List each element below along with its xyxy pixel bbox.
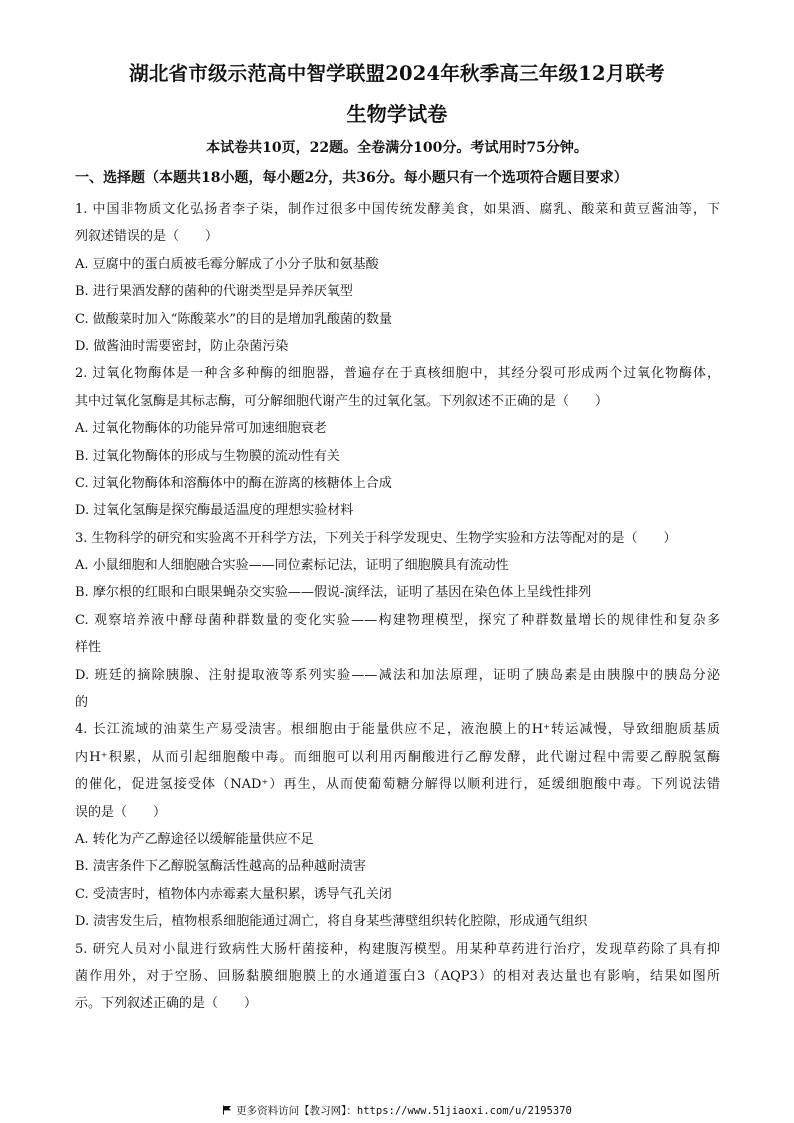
text-line: D. 做酱油时需要密封，防止杂菌污染 xyxy=(75,338,289,354)
text-line: B. 摩尔根的红眼和白眼果蝇杂交实验——假说-演绎法，证明了基因在染色体上呈线性排列 xyxy=(75,585,592,601)
text-line: 其中过氧化氢酶是其标志酶，可分解细胞代谢产生的过氧化氢。下列叙述不正确的是（ ） xyxy=(75,393,609,409)
text-line: 3. 生物科学的研究和实验离不开科学方法，下列关于科学发现史、生物学实验和方法等配对的是（ ） xyxy=(75,530,677,546)
text-line: 5. 研究人员对小鼠进行致病性大肠杆菌接种，构建腹泻模型。用某种草药进行治疗，发现草药除了具有抑 xyxy=(75,941,720,957)
text-line: 内H⁺积累，从而引起细胞酸中毒。而细胞可以利用丙酮酸进行乙醇发酵，此代谢过程中需要乙醇脱氢酶 xyxy=(75,749,720,765)
text-line: 样性 xyxy=(75,640,102,656)
text-line: B. 过氧化物酶体的形成与生物膜的流动性有关 xyxy=(75,448,340,464)
text-line: 的催化，促进氢接受体（NAD⁺）再生，从而使葡萄糖分解得以顺利进行，延缓细胞酸中毒。下列说法错 xyxy=(75,777,720,793)
text-line: D. 过氧化氢酶是探究酶最适温度的理想实验材料 xyxy=(75,503,354,519)
footer-link[interactable]: 更多资料访问【教习网】：https://www.51jiaoxi.com/u/2195370 xyxy=(236,1105,572,1117)
exam-info: 本试卷共10页，22题。全卷满分100分。考试用时75分钟。 xyxy=(206,140,588,156)
text-line: 示。下列叙述正确的是（ ） xyxy=(75,996,258,1012)
exam-title: 湖北省市级示范高中智学联盟2024年秋季高三年级12月联考 xyxy=(129,62,665,85)
text-line: A. 小鼠细胞和人细胞融合实验——同位素标记法，证明了细胞膜具有流动性 xyxy=(75,558,509,574)
text-line: B. 渍害条件下乙醇脱氢酶活性越高的品种越耐渍害 xyxy=(75,859,366,875)
exam-subtitle: 生物学试卷 xyxy=(346,102,448,126)
text-line: 列叙述错误的是（ ） xyxy=(75,229,219,245)
text-line: 2. 过氧化物酶体是一种含多种酶的细胞器，普遍存在于真核细胞中，其经分裂可形成两个过氧化物酶体， xyxy=(75,366,720,382)
text-line: 菌作用外，对于空肠、回肠黏膜细胞膜上的水通道蛋白3（AQP3）的相对表达量也有影响，结果如图所 xyxy=(75,968,720,984)
text-line: A. 豆腐中的蛋白质被毛霉分解成了小分子肽和氨基酸 xyxy=(75,256,379,272)
text-line: 1. 中国非物质文化弘扬者李子柒，制作过很多中国传统发酵美食，如果酒、腐乳、酸菜和黄豆酱油等，下 xyxy=(75,202,720,217)
text-line: C. 观察培养液中酵母菌种群数量的变化实验——构建物理模型，探究了种群数量增长的规律性和复杂多 xyxy=(75,612,720,628)
section-heading: 一、选择题（本题共18小题，每小题2分，共36分。每小题只有一个选项符合题目要求） xyxy=(75,170,628,186)
text-line: 4. 长江流域的油菜生产易受渍害。根细胞由于能量供应不足，液泡膜上的H⁺转运减慢，导致细胞质基质 xyxy=(75,722,720,738)
text-line: A. 转化为产乙醇途径以缓解能量供应不足 xyxy=(75,831,314,847)
text-line: C. 受渍害时，植物体内赤霉素大量积累，诱导气孔关闭 xyxy=(75,886,392,902)
text-line: 的 xyxy=(75,695,89,711)
text-line: C. 过氧化物酶体和溶酶体中的酶在游离的核糖体上合成 xyxy=(75,475,392,491)
text-line: A. 过氧化物酶体的功能异常可加速细胞衰老 xyxy=(75,421,327,437)
flag-icon xyxy=(222,1105,232,1115)
question-content xyxy=(75,196,720,1018)
text-line: C. 做酸菜时加入“陈酸菜水”的目的是增加乳酸菌的数量 xyxy=(75,311,393,327)
text-line: 误的是（ ） xyxy=(75,804,167,820)
text-line: B. 进行果酒发酵的菌种的代谢类型是异养厌氧型 xyxy=(75,284,353,300)
footer[interactable] xyxy=(0,1103,794,1118)
text-line: D. 班廷的摘除胰腺、注射提取液等系列实验——减法和加法原理，证明了胰岛素是由胰腺中的胰岛分泌 xyxy=(75,667,720,683)
text-line: D. 渍害发生后，植物根系细胞能通过凋亡，将自身某些薄壁组织转化腔隙，形成通气组织 xyxy=(75,914,588,930)
